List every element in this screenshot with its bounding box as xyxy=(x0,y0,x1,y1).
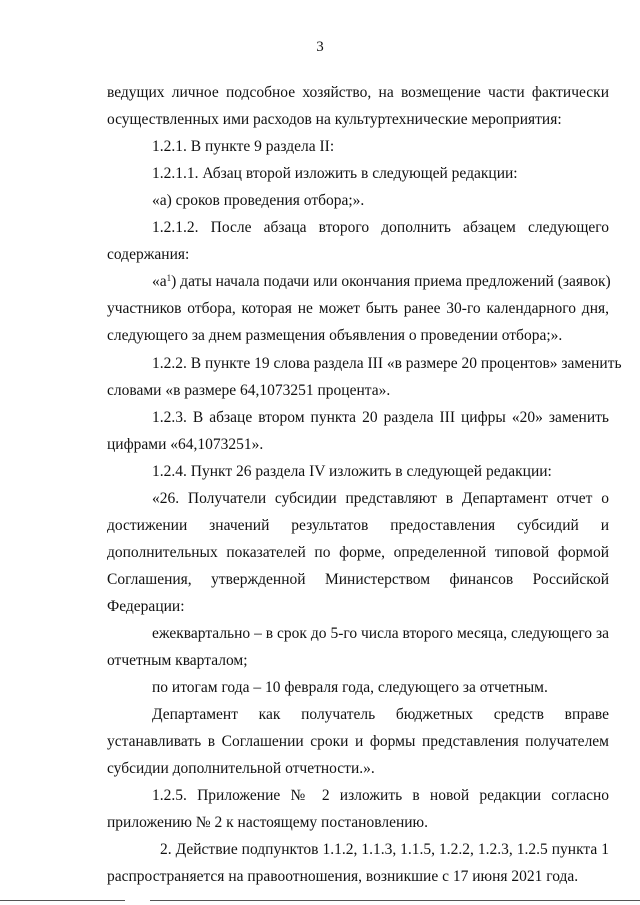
superscript: 1 xyxy=(166,273,172,283)
footer-rule xyxy=(150,900,640,901)
text-fragment: «а xyxy=(152,273,167,290)
text-line: ведущих личное подсобное хозяйство, на возмещение части фактически xyxy=(107,84,609,101)
text-line: Департамент как получатель бюджетных средств вправе xyxy=(152,706,609,723)
text-line: ежеквартально – в срок до 5-го числа второго месяца, следующего за xyxy=(152,625,609,642)
text-line: приложению № 2 к настоящему постановлению. xyxy=(107,814,428,831)
text-line: 1.2.1. В пункте 9 раздела II: xyxy=(152,138,335,155)
text-line: 1.2.4. Пункт 26 раздела IV изложить в следующей редакции: xyxy=(152,463,552,480)
text-line: 1.2.5. Приложение № 2 изложить в новой редакции согласно xyxy=(152,787,609,804)
page-number: 3 xyxy=(316,39,324,55)
text-line: отчетным кварталом; xyxy=(107,652,248,669)
text-line: распространяется на правоотношения, возникшие с 17 июня 2021 года. xyxy=(107,868,579,885)
text-line: следующего за днем размещения объявления о проведении отбора;». xyxy=(107,327,563,344)
text-line: содержания: xyxy=(107,246,190,263)
text-line: 1.2.1.2. После абзаца второго дополнить абзацем следующего xyxy=(152,219,609,236)
text-line: 2. Действие подпунктов 1.1.2, 1.1.3, 1.1.5, 1.2.2, 1.2.3, 1.2.5 пункта 1 xyxy=(160,841,609,858)
text-line: «а) сроков проведения отбора;». xyxy=(152,192,365,209)
text-line: 1.2.2. В пункте 19 слова раздела III «в размере 20 процентов» заменить xyxy=(152,355,622,372)
text-line: 1.2.1.1. Абзац второй изложить в следующей редакции: xyxy=(152,165,518,182)
text-line: по итогам года – 10 февраля года, следующего за отчетным. xyxy=(152,679,548,696)
text-line xyxy=(152,272,609,292)
text-line: устанавливать в Соглашении сроки и формы представления получателем xyxy=(107,733,609,750)
text-line: Федерации: xyxy=(107,598,185,615)
text-line: достижении значений результатов предоставления субсидий и xyxy=(107,517,609,534)
text-line: дополнительных показателей по форме, определенной типовой формой xyxy=(107,544,609,561)
text-line: осуществленных ими расходов на культуртехнические мероприятия: xyxy=(107,111,562,128)
text-line: цифрами «64,1073251». xyxy=(107,436,264,453)
text-line: субсидии дополнительной отчетности.». xyxy=(107,760,375,777)
footer-rule xyxy=(0,900,125,901)
text-line: Соглашения, утвержденной Министерством финансов Российской xyxy=(107,571,609,588)
text-line: словами «в размере 64,1073251 процента». xyxy=(107,382,391,399)
text-line: 1.2.3. В абзаце втором пункта 20 раздела III цифры «20» заменить xyxy=(152,409,609,426)
text-line: «26. Получатели субсидии представляют в Департамент отчет о xyxy=(152,490,609,507)
text-line: участников отбора, которая не может быть ранее 30-го календарного дня, xyxy=(107,300,609,317)
text-fragment: ) даты начала подачи или окончания приема предложений (заявок) xyxy=(171,273,611,290)
